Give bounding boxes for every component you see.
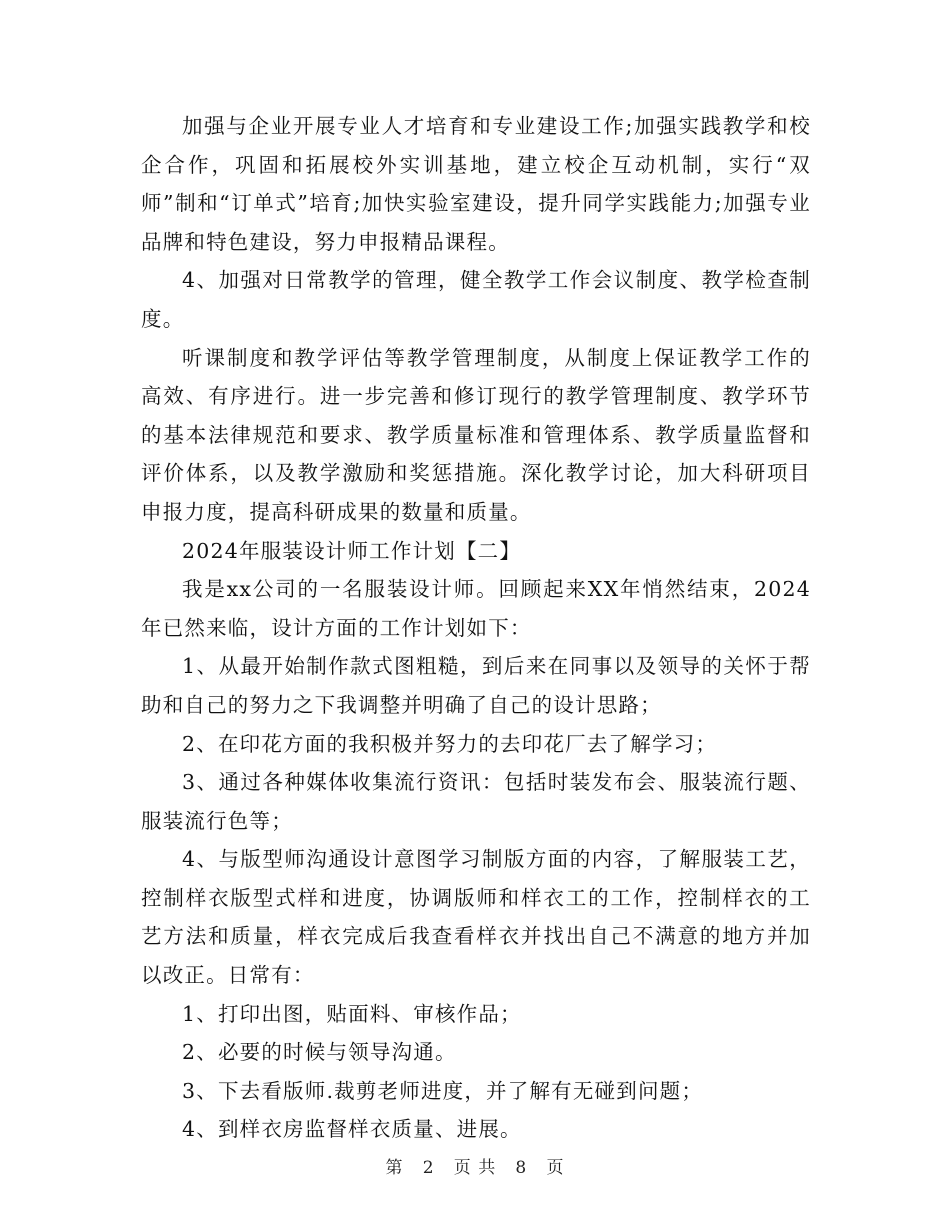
list-item: 3、通过各种媒体收集流行资讯：包括时装发布会、服装流行题、服装流行色等； (141, 770, 811, 833)
section-heading: 2024年服装设计师工作计划【二】 (182, 538, 522, 563)
list-item: 2、必要的时候与领导沟通。 (182, 1040, 457, 1065)
page-footer (0, 1153, 950, 1178)
footer-suffix: 页 (546, 1158, 565, 1178)
footer-current-page: 2 (422, 1158, 435, 1178)
paragraph-teaching-management: 4、加强对日常教学的管理，健全教学工作会议制度、教学检查制度。 (141, 268, 811, 331)
list-item: 4、与版型师沟通设计意图学习制版方面的内容，了解服装工艺，控制样衣版型式样和进度，协调版师和样衣工的工作，控制样衣的工艺方法和质量，样衣完成后我查看样衣并找出自己不满意的地方并加以改正。日常有： (141, 847, 811, 988)
footer-middle: 页 共 (453, 1158, 497, 1178)
list-item: 1、打印出图，贴面料、审核作品； (182, 1001, 522, 1026)
footer-prefix: 第 (385, 1158, 404, 1178)
list-item: 4、到样衣房监督样衣质量、进展。 (182, 1117, 522, 1142)
footer-total-pages: 8 (515, 1158, 528, 1178)
document-body (141, 107, 811, 1149)
list-item: 2、在印花方面的我积极并努力的去印花厂去了解学习； (182, 731, 718, 756)
paragraph-teaching-systems: 听课制度和教学评估等教学管理制度，从制度上保证教学工作的高效、有序进行。进一步完善和修订现行的教学管理制度、教学环节的基本法律规范和要求、教学质量标准和管理体系、教学质量监督和评价体系，以及教学激励和奖惩措施。深化教学讨论，加大科研项目申报力度，提高科研成果的数量和质量。 (141, 345, 811, 524)
paragraph-intro: 我是xx公司的一名服装设计师。回顾起来XX年悄然结束，2024年已然来临，设计方面的工作计划如下： (141, 577, 811, 640)
list-item: 1、从最开始制作款式图粗糙，到后来在同事以及领导的关怀于帮助和自己的努力之下我调整并明确了自己的设计思路； (141, 654, 811, 717)
paragraph-school-enterprise: 加强与企业开展专业人才培育和专业建设工作;加强实践教学和校企合作，巩固和拓展校外实训基地，建立校企互动机制，实行“双师”制和“订单式”培育;加快实验室建设，提升同学实践能力;加强专业品牌和特色建设，努力申报精品课程。 (141, 114, 811, 254)
list-item: 3、下去看版师.裁剪老师进度，并了解有无碰到问题； (182, 1078, 704, 1103)
